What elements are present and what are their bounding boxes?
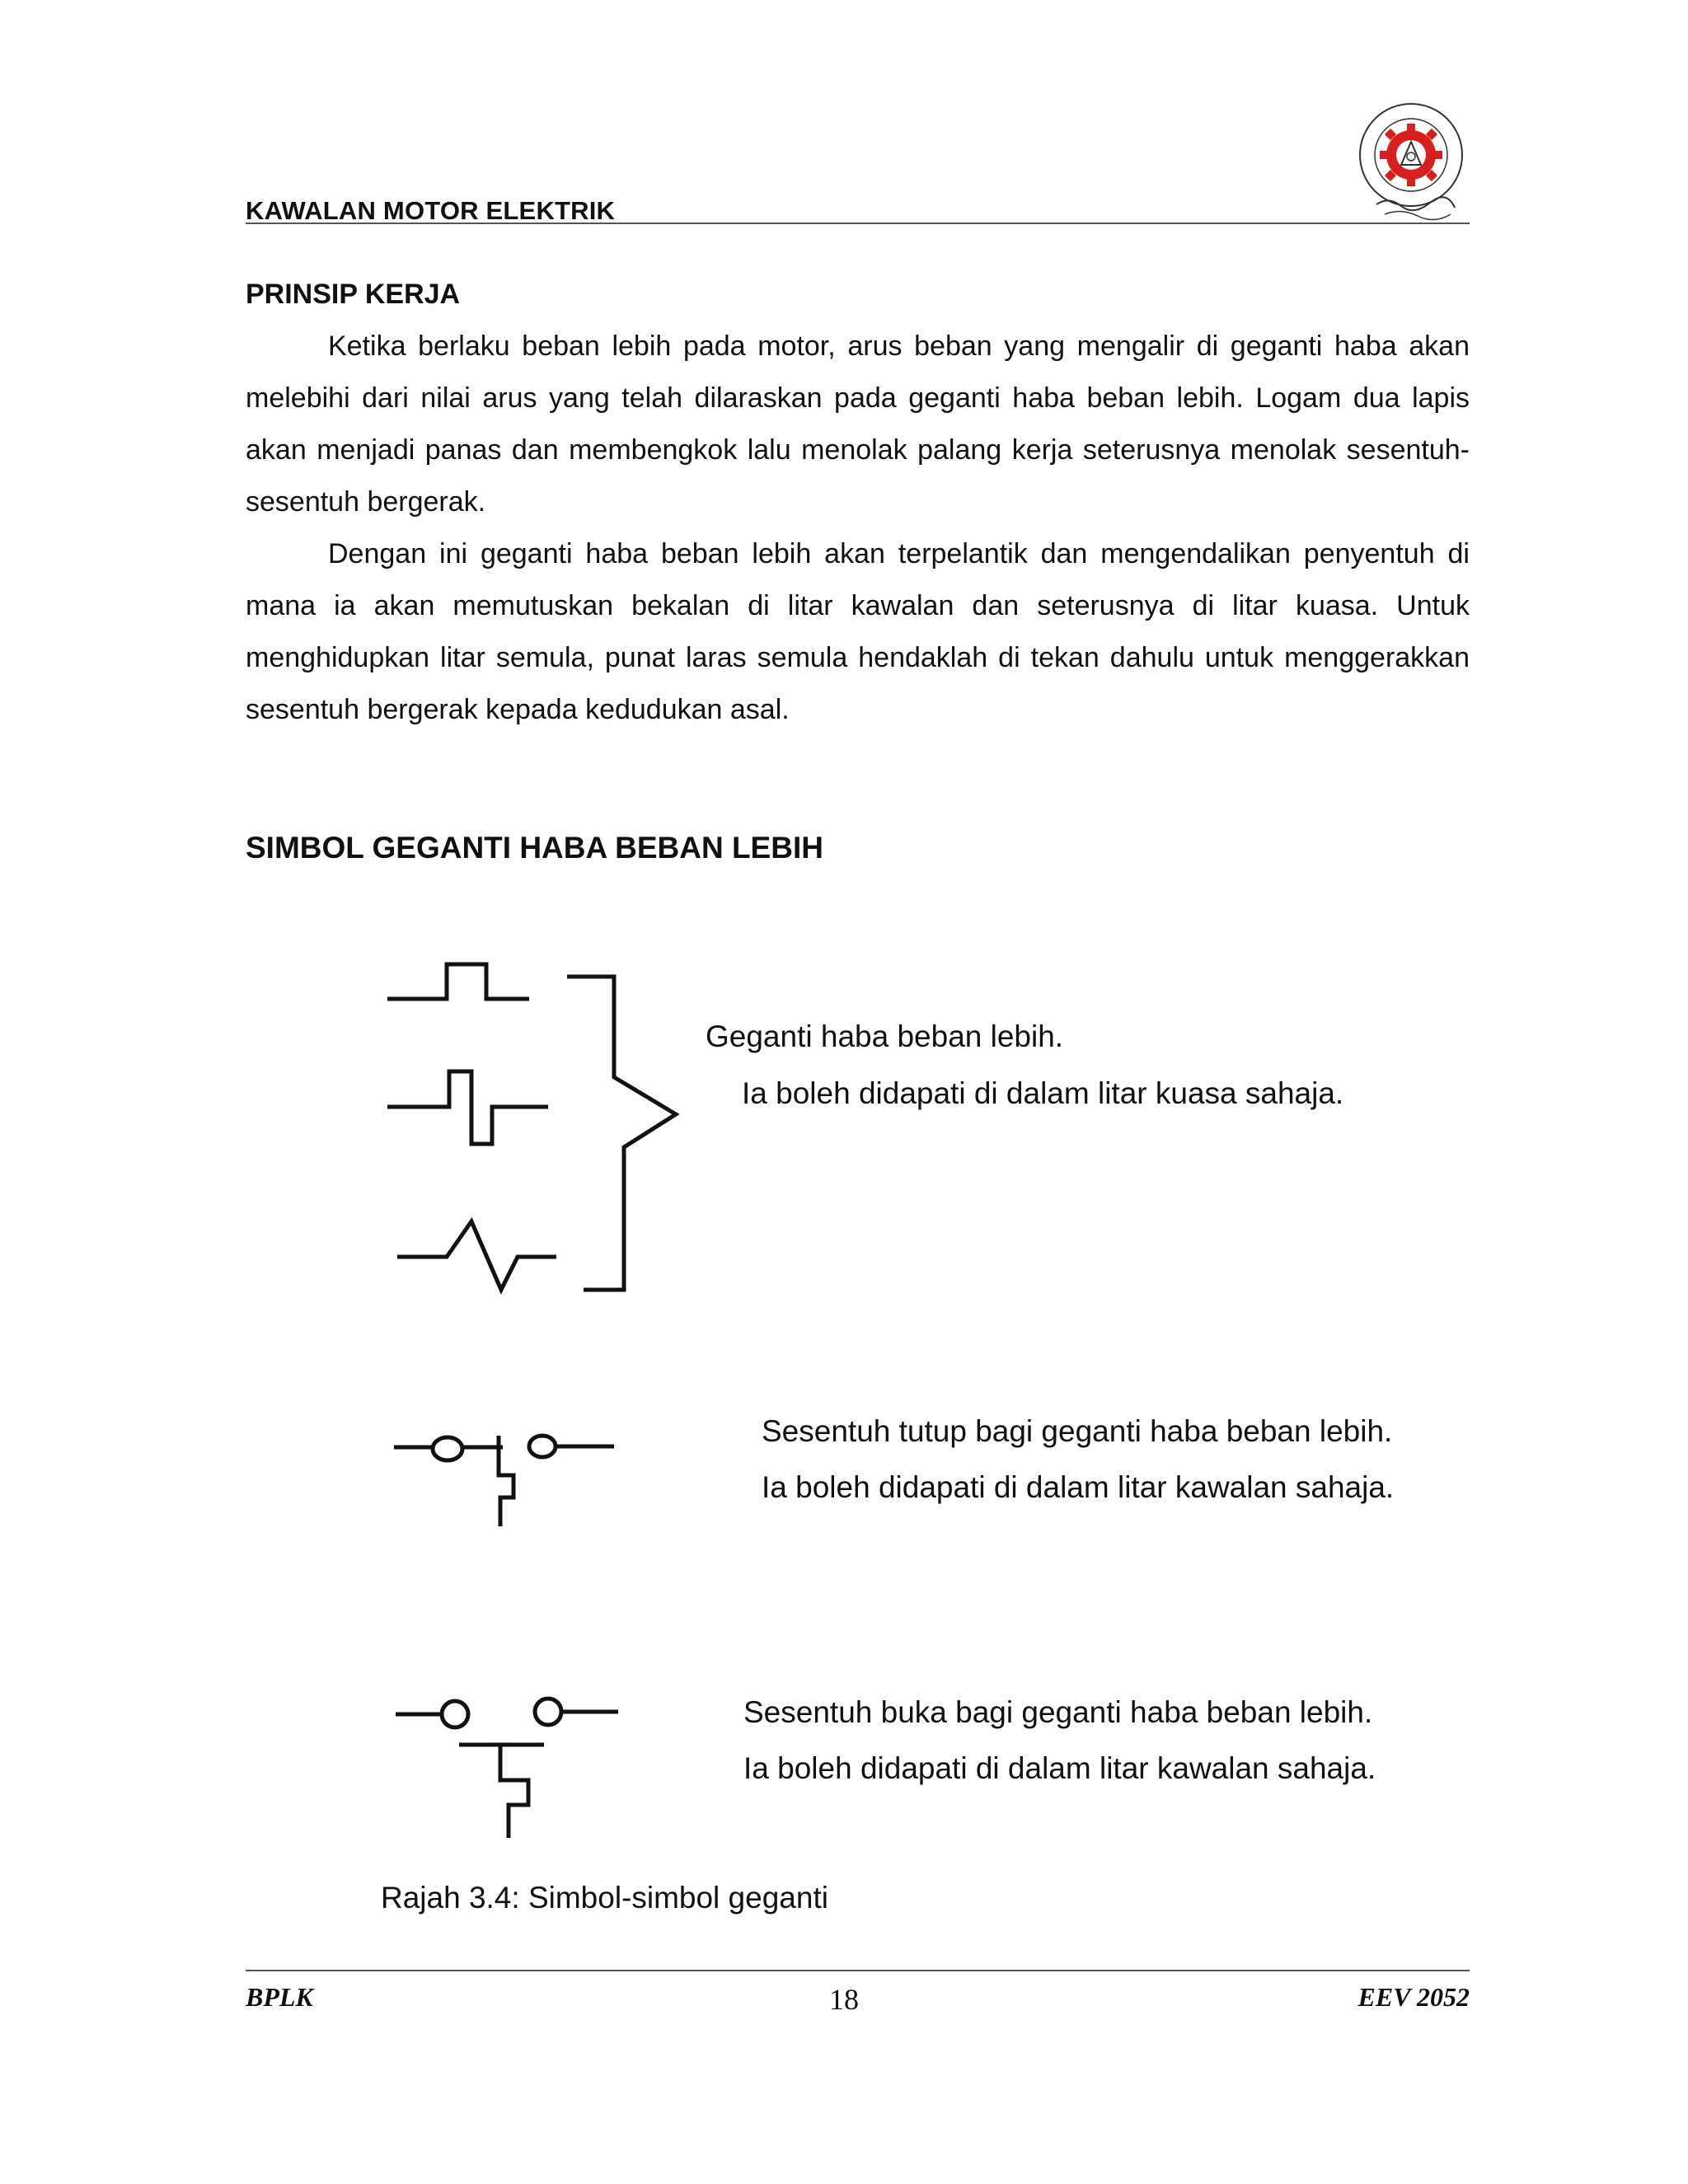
footer-right-label: EEV 2052 (1357, 1982, 1470, 2012)
symbol-2-title: Sesentuh tutup bagi geganti haba beban lebih. (762, 1414, 1393, 1448)
section-title-simbol: SIMBOL GEGANTI HABA BEBAN LEBIH (246, 831, 823, 865)
footer-divider (246, 1970, 1470, 1971)
section-title-prinsip-kerja: PRINSIP KERJA (246, 279, 461, 310)
symbol-1-description: Ia boleh didapati di dalam litar kuasa sahaja. (742, 1076, 1344, 1110)
page-number: 18 (829, 1983, 859, 2016)
footer-left-label: BPLK (246, 1982, 313, 2012)
paragraph-2: Dengan ini geganti haba beban lebih akan terpelantik dan mengendalikan penyentuh di mana ia akan memutuskan bekalan di litar kawalan dan seterusnya di litar kuasa. Untuk menghidupkan litar semula, punat laras semula hendaklah di tekan dahulu untuk menggerakkan sesentuh bergerak kepada kedudukan asal. (246, 538, 1470, 725)
symbol-2-description: Ia boleh didapati di dalam litar kawalan sahaja. (762, 1470, 1395, 1504)
figure-caption: Rajah 3.4: Simbol-simbol geganti (381, 1881, 828, 1915)
normally-open-overload-contact-icon (396, 1699, 618, 1838)
thermal-overload-relay-symbols-icon (387, 964, 676, 1290)
header-title: KAWALAN MOTOR ELEKTRIK (246, 196, 616, 225)
symbol-3-title: Sesentuh buka bagi geganti haba beban lebih. (743, 1695, 1373, 1729)
normally-closed-overload-contact-icon (394, 1436, 614, 1526)
paragraph-1: Ketika berlaku beban lebih pada motor, arus beban yang mengalir di geganti haba akan melebihi dari nilai arus yang telah dilaraskan pada geganti haba beban lebih. Logam dua lapis akan menjadi panas dan membengkok lalu menolak palang kerja seterusnya menolak sesentuh-sesentuh bergerak. (246, 330, 1470, 518)
symbol-1-title: Geganti haba beban lebih. (706, 1019, 1064, 1053)
symbol-3-description: Ia boleh didapati di dalam litar kawalan sahaja. (743, 1751, 1376, 1785)
